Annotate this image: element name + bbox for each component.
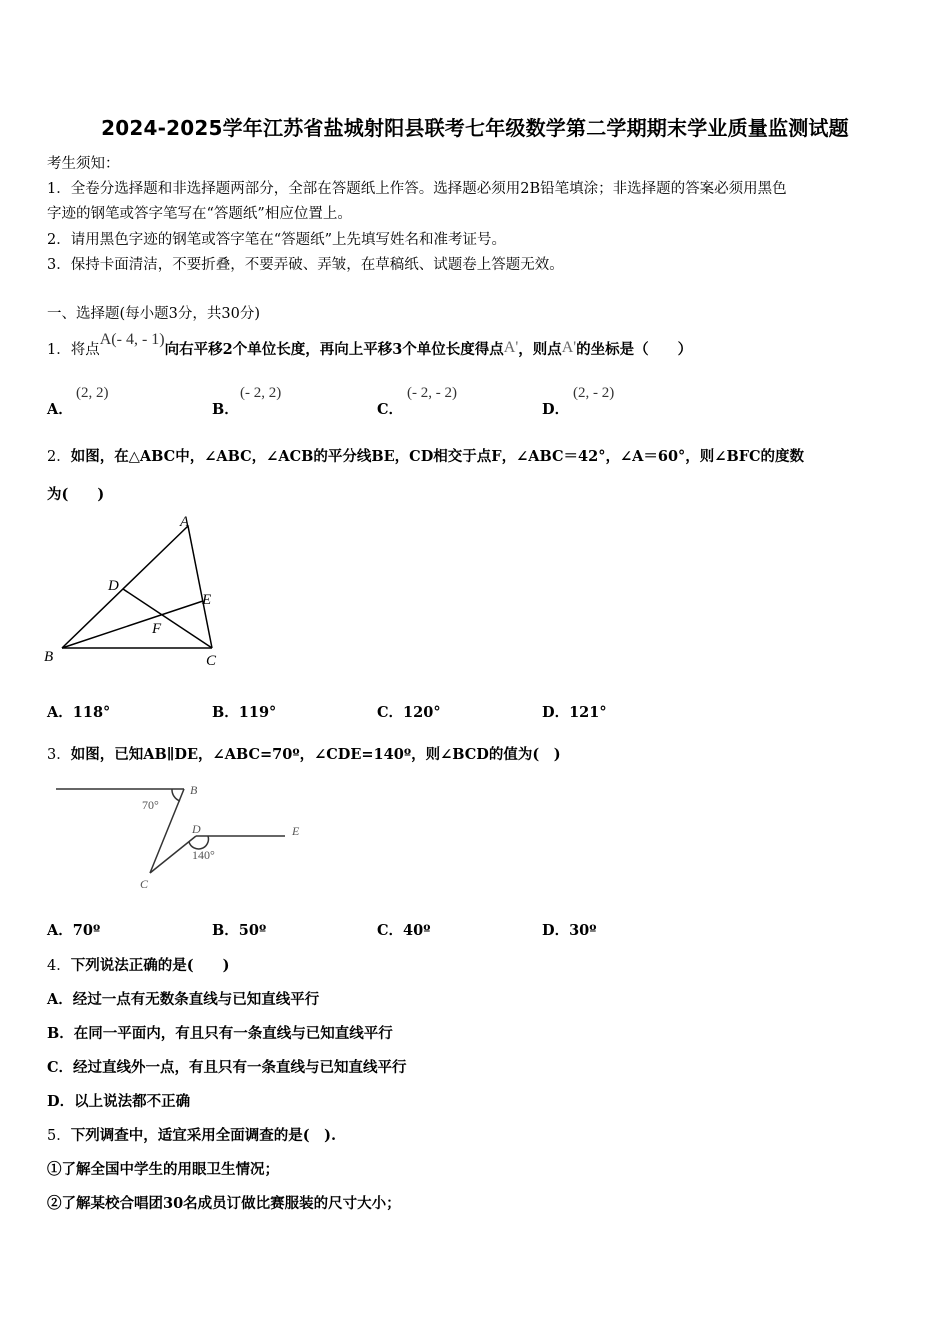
angle-label-70: 70° (142, 798, 159, 812)
math-point-a-prime: A' (561, 339, 577, 356)
q1-option-c-value: (- 2, - 2) (407, 385, 457, 401)
label-b: B (190, 783, 198, 797)
q3-option-d: D．30º (542, 922, 597, 939)
q2-option-d: D．121° (542, 704, 607, 721)
label-c: C (140, 877, 149, 891)
question-text: 的坐标是（ ） (576, 341, 693, 358)
label-a: A (180, 514, 190, 530)
side-ab (62, 526, 188, 648)
q4-option-d: D．以上说法都不正确 (47, 1093, 191, 1110)
question-4 (47, 954, 229, 975)
question-3 (47, 743, 561, 764)
q3-option-b: B．50º (212, 922, 267, 939)
bisector-be (62, 601, 203, 648)
question-2-line-2: 为( ) (47, 486, 105, 503)
section-heading: 一、选择题(每小题3分，共30分) (47, 306, 260, 322)
angle-arc-70 (172, 789, 180, 801)
math-point-a: A(- 4, - 1) (99, 331, 165, 348)
notice-item-1-line-1: 1．全卷分选择题和非选择题两部分，全部在答题纸上作答。选择题必须用2B铅笔填涂；非选择题的答案必须用黑色 (47, 181, 787, 197)
bisector-cd (123, 589, 212, 648)
question-text: 如图，在△ABC中，∠ABC，∠ACB的平分线BE，CD相交于点F，∠ABC＝42°，∠A＝60°，则∠BFC的度数 (70, 448, 805, 465)
math-point-a-prime: A' (503, 339, 519, 356)
q1-option-c: C． (377, 401, 404, 418)
q4-option-b: B．在同一平面内，有且只有一条直线与已知直线平行 (47, 1025, 393, 1042)
q1-option-d-value: (2, - 2) (573, 385, 615, 401)
label-f: F (152, 621, 162, 637)
q1-option-a-value: (2, 2) (76, 385, 109, 401)
parallel-lines-figure (50, 778, 320, 896)
notice-item-1-line-2: 字迹的钢笔或答字笔写在“答题纸”相应位置上。 (47, 206, 352, 222)
question-text: 向右平移2个单位长度，再向上平移3个单位长度得点 (164, 341, 504, 358)
question-number: 5． (47, 1128, 71, 1144)
angle-label-140: 140° (192, 848, 215, 862)
q2-option-b: B．119° (212, 704, 277, 721)
question-text: ，则点 (518, 341, 562, 358)
q2-option-c: C．120° (377, 704, 441, 721)
question-text: 如图，已知AB∥DE，∠ABC=70º，∠CDE=140º，则∠BCD的值为( ) (70, 746, 561, 763)
question-number: 4． (47, 958, 71, 974)
question-2 (47, 445, 804, 466)
label-d: D (192, 822, 201, 836)
question-text: 下列说法正确的是( ) (70, 957, 230, 974)
q1-option-a: A． (47, 401, 73, 418)
question-5 (47, 1124, 336, 1145)
notice-item-2: 2．请用黑色字迹的钢笔或答字笔在“答题纸”上先填写姓名和准考证号。 (47, 232, 507, 248)
question-text: 将点 (70, 342, 100, 358)
label-c: C (206, 653, 217, 669)
q2-option-a: A．118° (47, 704, 111, 721)
page-title: 2024-2025学年江苏省盐城射阳县联考七年级数学第二学期期末学业质量监测试题 (101, 116, 849, 140)
question-text: 下列调查中，适宜采用全面调查的是( ). (70, 1127, 337, 1144)
question-1 (47, 331, 693, 359)
label-d: D (108, 578, 119, 594)
notice-item-3: 3．保持卡面清洁，不要折叠，不要弄破、弄皱，在草稿纸、试题卷上答题无效。 (47, 257, 564, 273)
q4-option-a: A．经过一点有无数条直线与已知直线平行 (47, 991, 320, 1008)
q5-item-1: ①了解全国中学生的用眼卫生情况； (47, 1161, 279, 1178)
question-number: 1． (47, 342, 71, 358)
label-b: B (44, 649, 54, 665)
notice-heading: 考生须知： (47, 156, 120, 172)
q3-option-a: A．70º (47, 922, 101, 939)
q1-option-d: D． (542, 401, 570, 418)
q5-item-2: ②了解某校合唱团30名成员订做比赛服装的尺寸大小； (47, 1195, 401, 1212)
label-e: E (202, 592, 212, 608)
q1-option-b-value: (- 2, 2) (240, 385, 282, 401)
q3-option-c: C．40º (377, 922, 431, 939)
label-e: E (292, 824, 300, 838)
q1-option-b: B． (212, 401, 239, 418)
q4-option-c: C．经过直线外一点，有且只有一条直线与已知直线平行 (47, 1059, 407, 1076)
side-ac (188, 526, 212, 648)
question-number: 3． (47, 747, 71, 763)
question-number: 2． (47, 449, 71, 465)
triangle-figure (40, 510, 240, 672)
